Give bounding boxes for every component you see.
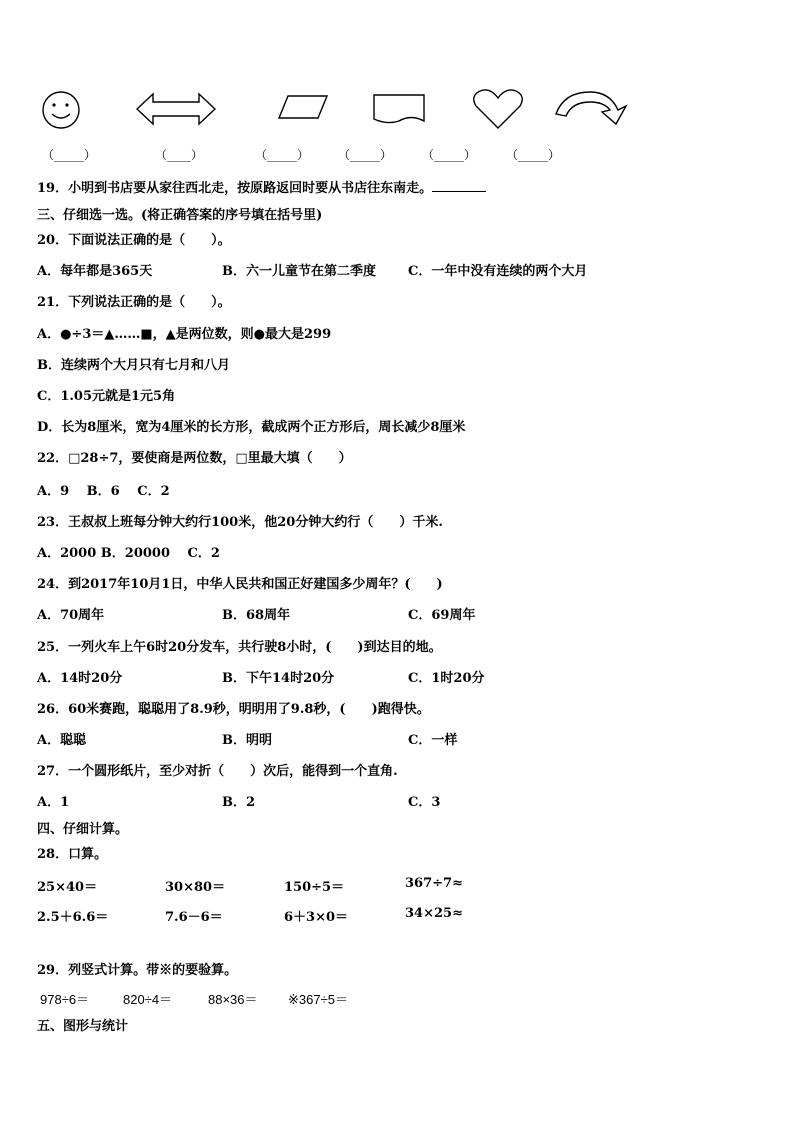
q25-option-c[interactable]: C．1时20分 bbox=[408, 671, 485, 686]
q21-option-b[interactable]: B．连续两个大月只有七月和八月 bbox=[37, 358, 230, 373]
q21-option-c[interactable]: C．1.05元就是1元5角 bbox=[37, 389, 176, 404]
q24-stem: 24．到2017年10月1日，中华人民共和国正好建国多少周年？( ) bbox=[37, 577, 443, 592]
section-3-heading: 三、仔细选一选。(将正确答案的序号填在括号里) bbox=[37, 208, 323, 223]
parallelogram-icon bbox=[278, 95, 328, 119]
q27-option-b[interactable]: B．2 bbox=[222, 795, 256, 810]
blank-1[interactable]: （_____） bbox=[42, 148, 97, 162]
section-4-heading: 四、仔细计算。 bbox=[37, 822, 129, 837]
q29-stem: 29．列竖式计算。带※的要验算。 bbox=[37, 963, 238, 978]
q29-item[interactable]: 820÷4＝ bbox=[123, 992, 173, 1007]
blank-2[interactable]: （____） bbox=[155, 148, 204, 162]
q28-item[interactable]: 30×80＝ bbox=[165, 880, 226, 895]
q25-option-a[interactable]: A．14时20分 bbox=[37, 671, 123, 686]
blank-5[interactable]: （_____） bbox=[422, 148, 477, 162]
q27-stem: 27．一个圆形纸片，至少对折（ ）次后，能得到一个直角. bbox=[37, 764, 398, 779]
q28-stem: 28．口算。 bbox=[37, 847, 108, 862]
q27-option-a[interactable]: A．1 bbox=[37, 795, 70, 810]
q28-item[interactable]: 2.5＋6.6＝ bbox=[37, 910, 109, 925]
q28-item[interactable]: 34×25≈ bbox=[405, 906, 463, 921]
smiley-face-icon bbox=[40, 90, 82, 130]
q22-stem: 22．□28÷7，要使商是两位数，□里最大填（ ） bbox=[37, 451, 352, 466]
flag-shape-icon bbox=[373, 94, 425, 124]
q19-text: 19．小明到书店要从家往西北走，按原路返回时要从书店往东南走。 bbox=[37, 181, 433, 196]
curved-arrow-icon bbox=[554, 88, 632, 128]
heart-icon bbox=[472, 88, 524, 130]
q28-item[interactable]: 150÷5＝ bbox=[284, 880, 345, 895]
q20-option-b[interactable]: B．六一儿童节在第二季度 bbox=[222, 264, 376, 279]
q28-item[interactable]: 367÷7≈ bbox=[405, 876, 463, 891]
q26-option-a[interactable]: A．聪聪 bbox=[37, 733, 87, 748]
q23-options[interactable]: A．2000 B．20000 C．2 bbox=[37, 546, 220, 561]
q28-item[interactable]: 6＋3×0＝ bbox=[284, 910, 349, 925]
q23-stem: 23．王叔叔上班每分钟大约行100米，他20分钟大约行（ ）千米. bbox=[37, 515, 443, 530]
blank-6[interactable]: （_____） bbox=[506, 148, 561, 162]
q27-option-c[interactable]: C．3 bbox=[408, 795, 441, 810]
q20-option-a[interactable]: A．每年都是365天 bbox=[37, 264, 153, 279]
q26-stem: 26．60米赛跑，聪聪用了8.9秒，明明用了9.8秒，( )跑得快。 bbox=[37, 702, 430, 717]
q22-options[interactable]: A．9 B．6 C．2 bbox=[37, 484, 170, 499]
q28-item[interactable]: 25×40＝ bbox=[37, 880, 98, 895]
q29-item[interactable]: ※367÷5＝ bbox=[288, 992, 348, 1007]
q19-answer-line[interactable] bbox=[432, 181, 486, 192]
q24-option-a[interactable]: A．70周年 bbox=[37, 608, 105, 623]
q24-option-b[interactable]: B．68周年 bbox=[222, 608, 291, 623]
q29-item[interactable]: 88×36＝ bbox=[208, 992, 258, 1007]
q26-option-b[interactable]: B．明明 bbox=[222, 733, 272, 748]
q25-stem: 25．一列火车上午6时20分发车，共行驶8小时，( )到达目的地。 bbox=[37, 640, 442, 655]
shapes-row bbox=[0, 82, 794, 134]
double-arrow-icon bbox=[136, 92, 216, 126]
q29-item[interactable]: 978÷6＝ bbox=[40, 992, 90, 1007]
blank-3[interactable]: （_____） bbox=[255, 148, 310, 162]
q20-stem: 20．下面说法正确的是（ ）。 bbox=[37, 233, 231, 248]
q21-option-a[interactable]: A．●÷3＝▲……■，▲是两位数，则●最大是299 bbox=[37, 327, 332, 342]
q19 bbox=[37, 177, 486, 196]
q21-stem: 21．下列说法正确的是（ ）。 bbox=[37, 295, 231, 310]
q24-option-c[interactable]: C．69周年 bbox=[408, 608, 476, 623]
section-5-heading: 五、图形与统计 bbox=[37, 1019, 129, 1034]
q28-item[interactable]: 7.6－6＝ bbox=[165, 910, 223, 925]
q25-option-b[interactable]: B．下午14时20分 bbox=[222, 671, 335, 686]
q21-option-d[interactable]: D．长为8厘米，宽为4厘米的长方形，截成两个正方形后，周长减少8厘米 bbox=[37, 420, 466, 435]
q20-option-c[interactable]: C．一年中没有连续的两个大月 bbox=[408, 264, 588, 279]
blank-4[interactable]: （_____） bbox=[338, 148, 393, 162]
q26-option-c[interactable]: C．一样 bbox=[408, 733, 458, 748]
